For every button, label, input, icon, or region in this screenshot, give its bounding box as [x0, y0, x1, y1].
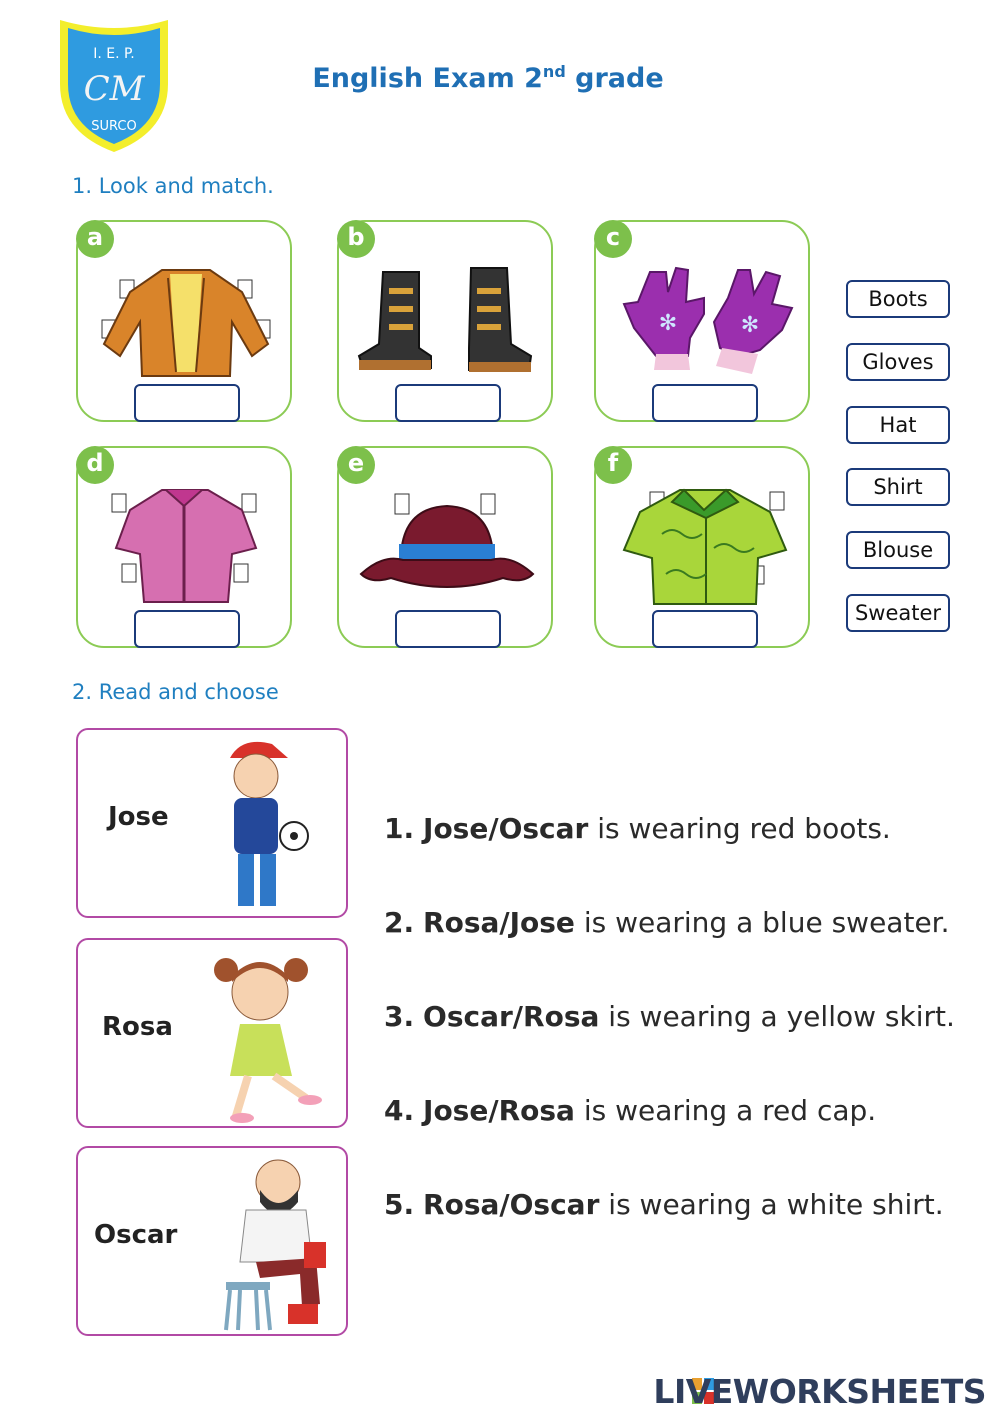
rosa-image	[196, 948, 326, 1124]
oscar-image	[216, 1154, 346, 1334]
answer-box-c[interactable]	[652, 384, 758, 422]
sweater-image	[92, 252, 280, 382]
sentence-number: 1.	[384, 812, 415, 845]
sentence-number: 2.	[384, 906, 415, 939]
brand-name: LIVEWORKSHEETS	[653, 1372, 986, 1411]
choice-option[interactable]: Jose/Oscar	[423, 812, 589, 845]
title-superscript: nd	[542, 62, 566, 81]
word-gloves[interactable]: Gloves	[846, 343, 950, 381]
person-name: Jose	[108, 802, 169, 832]
word-boots[interactable]: Boots	[846, 280, 950, 318]
answer-box-e[interactable]	[395, 610, 501, 648]
exercise2-title: 2. Read and choose	[72, 680, 279, 704]
choice-option[interactable]: Rosa/Jose	[423, 906, 575, 939]
person-name: Rosa	[102, 1012, 173, 1042]
choice-option[interactable]: Jose/Rosa	[423, 1094, 575, 1127]
sentence-number: 5.	[384, 1188, 415, 1221]
card-letter: a	[76, 220, 114, 258]
sentence-5: 5. Rosa/Oscar is wearing a white shirt.	[384, 1188, 944, 1221]
answer-box-b[interactable]	[395, 384, 501, 422]
card-b	[337, 220, 553, 422]
svg-text:✻: ✻	[658, 311, 678, 336]
exam-title: English Exam 2nd grade	[312, 62, 664, 94]
word-blouse[interactable]: Blouse	[846, 531, 950, 569]
person-name: Oscar	[94, 1220, 178, 1250]
gloves-image	[610, 252, 798, 382]
sentence-4: 4. Jose/Rosa is wearing a red cap.	[384, 1094, 877, 1127]
answer-box-f[interactable]	[652, 610, 758, 648]
card-letter: d	[76, 446, 114, 484]
card-a	[76, 220, 292, 422]
logo-line1: I. E. P.	[93, 46, 135, 62]
hat-image	[353, 478, 541, 608]
choice-option[interactable]: Rosa/Oscar	[423, 1188, 600, 1221]
choice-option[interactable]: Oscar/Rosa	[423, 1000, 600, 1033]
card-letter: b	[337, 220, 375, 258]
shirt-image	[610, 478, 798, 608]
logo-line2: SURCO	[91, 119, 137, 134]
sentence-2: 2. Rosa/Jose is wearing a blue sweater.	[384, 906, 950, 939]
card-f	[594, 446, 810, 648]
word-sweater[interactable]: Sweater	[846, 594, 950, 632]
answer-box-a[interactable]	[134, 384, 240, 422]
jose-image	[212, 736, 312, 916]
card-e	[337, 446, 553, 648]
card-letter: f	[594, 446, 632, 484]
answer-box-d[interactable]	[134, 610, 240, 648]
blouse-image	[92, 478, 280, 608]
person-card-jose	[76, 728, 348, 918]
word-shirt[interactable]: Shirt	[846, 468, 950, 506]
sentence-number: 3.	[384, 1000, 415, 1033]
card-letter: e	[337, 446, 375, 484]
exercise1-title: 1. Look and match.	[72, 174, 274, 198]
sentence-1: 1. Jose/Oscar is wearing red boots.	[384, 812, 891, 845]
svg-text:✻: ✻	[740, 313, 760, 338]
person-card-oscar	[76, 1146, 348, 1336]
sentence-3: 3. Oscar/Rosa is wearing a yellow skirt.	[384, 1000, 955, 1033]
boots-image	[353, 252, 541, 382]
card-c	[594, 220, 810, 422]
logo-initials: CM	[83, 69, 145, 109]
word-hat[interactable]: Hat	[846, 406, 950, 444]
card-letter: c	[594, 220, 632, 258]
sentence-number: 4.	[384, 1094, 415, 1127]
person-card-rosa	[76, 938, 348, 1128]
card-d	[76, 446, 292, 648]
